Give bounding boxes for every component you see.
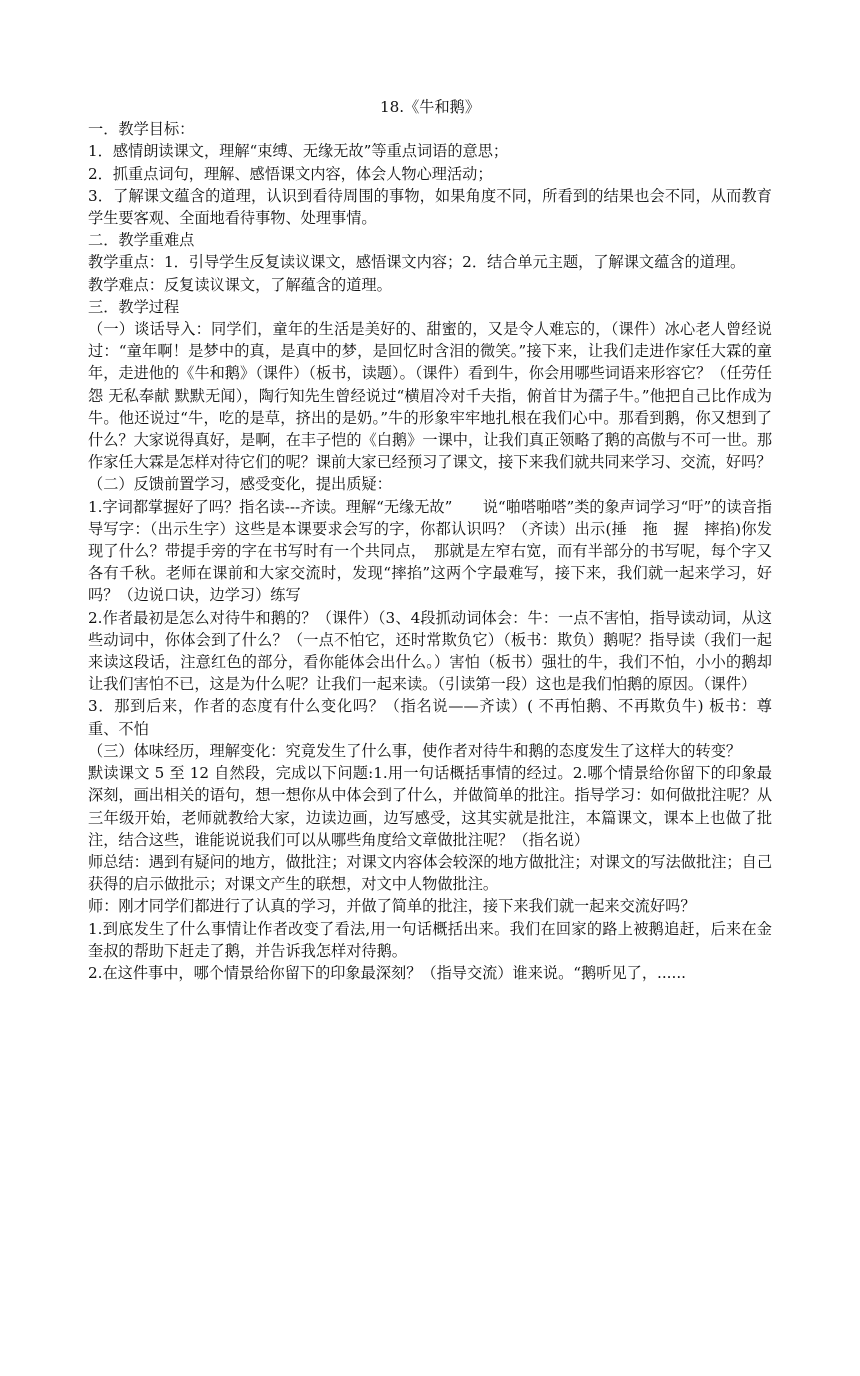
feedback-item-3: 3．那到后来，作者的态度有什么变化吗？（指名说——齐读）( 不再怕鹅、不再欺负牛) 板书：尊重、不怕 bbox=[88, 697, 772, 738]
section-heading-process: 三．教学过程 bbox=[88, 297, 180, 316]
key-point-paragraph: 教学重点：1．引导学生反复读议课文，感悟课文内容；2．结合单元主题，了解课文蕴含的道理。 bbox=[88, 253, 746, 272]
teacher-prompt-paragraph: 师：刚才同学们都进行了认真的学习，并做了简单的批注，接下来我们就一起来交流好吗？ bbox=[88, 897, 696, 916]
difficulty-paragraph: 教学难点：反复读议课文，了解蕴含的道理。 bbox=[88, 275, 392, 294]
section-heading-key-points: 二．教学重难点 bbox=[88, 231, 195, 250]
feedback-item-2: 2.作者最初是怎么对待牛和鹅的？（课件）（3、4段抓动词体会：牛：一点不害怕，指导读动词，从这些动词中，你体会到了什么？（一点不怕它，还时常欺负它）（板书：欺负）鹅呢？指导读（我们一起来读这段话，注意红色的部分，看你能体会出什么。）害怕（板书）强壮的牛，我们不怕，小小的鹅却让我们害怕不已，这是为什么呢？让我们一起来读。（引读第一段）这也是我们怕鹅的原因。（课件） bbox=[88, 608, 772, 694]
experience-heading: （三）体味经历，理解变化：究竟发生了什么事，使作者对待牛和鹅的态度发生了这样大的转变？ bbox=[88, 741, 742, 760]
document-title: 18.《牛和鹅》 bbox=[379, 98, 481, 116]
discussion-item-1: 1.到底发生了什么事情让作者改变了看法,用一句话概括出来。我们在回家的路上被鹅追赶，后来在金奎叔的帮助下赶走了鹅，并告诉我怎样对待鹅。 bbox=[88, 919, 772, 960]
discussion-item-2: 2.在这件事中，哪个情景给你留下的印象最深刻？（指导交流）谁来说。“鹅听见了，...... bbox=[88, 963, 686, 982]
objective-item-2: 2．抓重点词句，理解、感悟课文内容，体会人物心理活动； bbox=[88, 164, 493, 183]
intro-paragraph: （一）谈话导入：同学们，童年的生活是美好的、甜蜜的，又是令人难忘的，（课件）冰心老人曾经说过：“童年啊！是梦中的真，是真中的梦，是回忆时含泪的微笑。”接下来，让我们走进作家任大霖的童年，走进他的《牛和鹅》（课件）（板书，读题）。（课件）看到牛，你会用哪些词语来形容它？（任劳任怨 无私奉献 默默无闻），陶行知先生曾经说过“横眉冷对千夫指，俯首甘为孺子牛。”他把自己比作成为牛。他还说过“牛，吃的是草，挤出的是奶。”牛的形象牢牢地扎根在我们心中。那看到鹅，你又想到了什么？大家说得真好，是啊，在丰子恺的《白鹅》一课中，让我们真正领略了鹅的高傲与不可一世。那作家任大霖是怎样对待它们的呢？课前大家已经预习了课文，接下来我们就共同来学习、交流，好吗？ bbox=[88, 320, 772, 472]
feedback-heading: （二）反馈前置学习，感受变化，提出质疑： bbox=[88, 475, 392, 494]
objective-item-3: 3．了解课文蕴含的道理，认识到看待周围的事物，如果角度不同，所看到的结果也会不同，从而教育学生要客观、全面地看待事物、处理事情。 bbox=[88, 186, 772, 228]
objective-item-1: 1．感情朗读课文，理解“束缚、无缘无故”等重点词语的意思； bbox=[88, 142, 509, 161]
section-heading-objectives: 一．教学目标： bbox=[88, 120, 195, 139]
teacher-summary-paragraph: 师总结：遇到有疑问的地方，做批注；对课文内容体会较深的地方做批注；对课文的写法做批注；自己获得的启示做批示；对课文产生的联想，对文中人物做批注。 bbox=[88, 852, 772, 894]
feedback-item-1: 1.字词都掌握好了吗？指名读---齐读。理解“无缘无故” 说“啪嗒啪嗒”类的象声词学习“吁”的读音指导写字：（出示生字）这些是本课要求会写的字，你都认识吗？（齐读）出示(捶 拖 握 摔掐)你发现了什么？带提手旁的字在书写时有一个共同点， 那就是左窄右宽，而有半部分的书写呢，每个字又各有千秋。老师在课前和大家交流时，发现“摔掐”这两个字最难写，接下来，我们就一起来学习，好吗？（边说口诀，边学习）练写 bbox=[88, 497, 772, 605]
document-page bbox=[88, 96, 772, 984]
silent-reading-paragraph: 默读课文 5 至 12 自然段，完成以下问题:1.用一句话概括事情的经过。2.哪个情景给你留下的印象最深刻，画出相关的语句，想一想你从中体会到了什么，并做简单的批注。指导学习：如何做批注呢？从三年级开始，老师就教给大家，边读边画，边写感受，这其实就是批注，本篇课文，课本上也做了批注，结合这些，谁能说说我们可以从哪些角度给文章做批注呢？（指名说） bbox=[88, 764, 772, 849]
